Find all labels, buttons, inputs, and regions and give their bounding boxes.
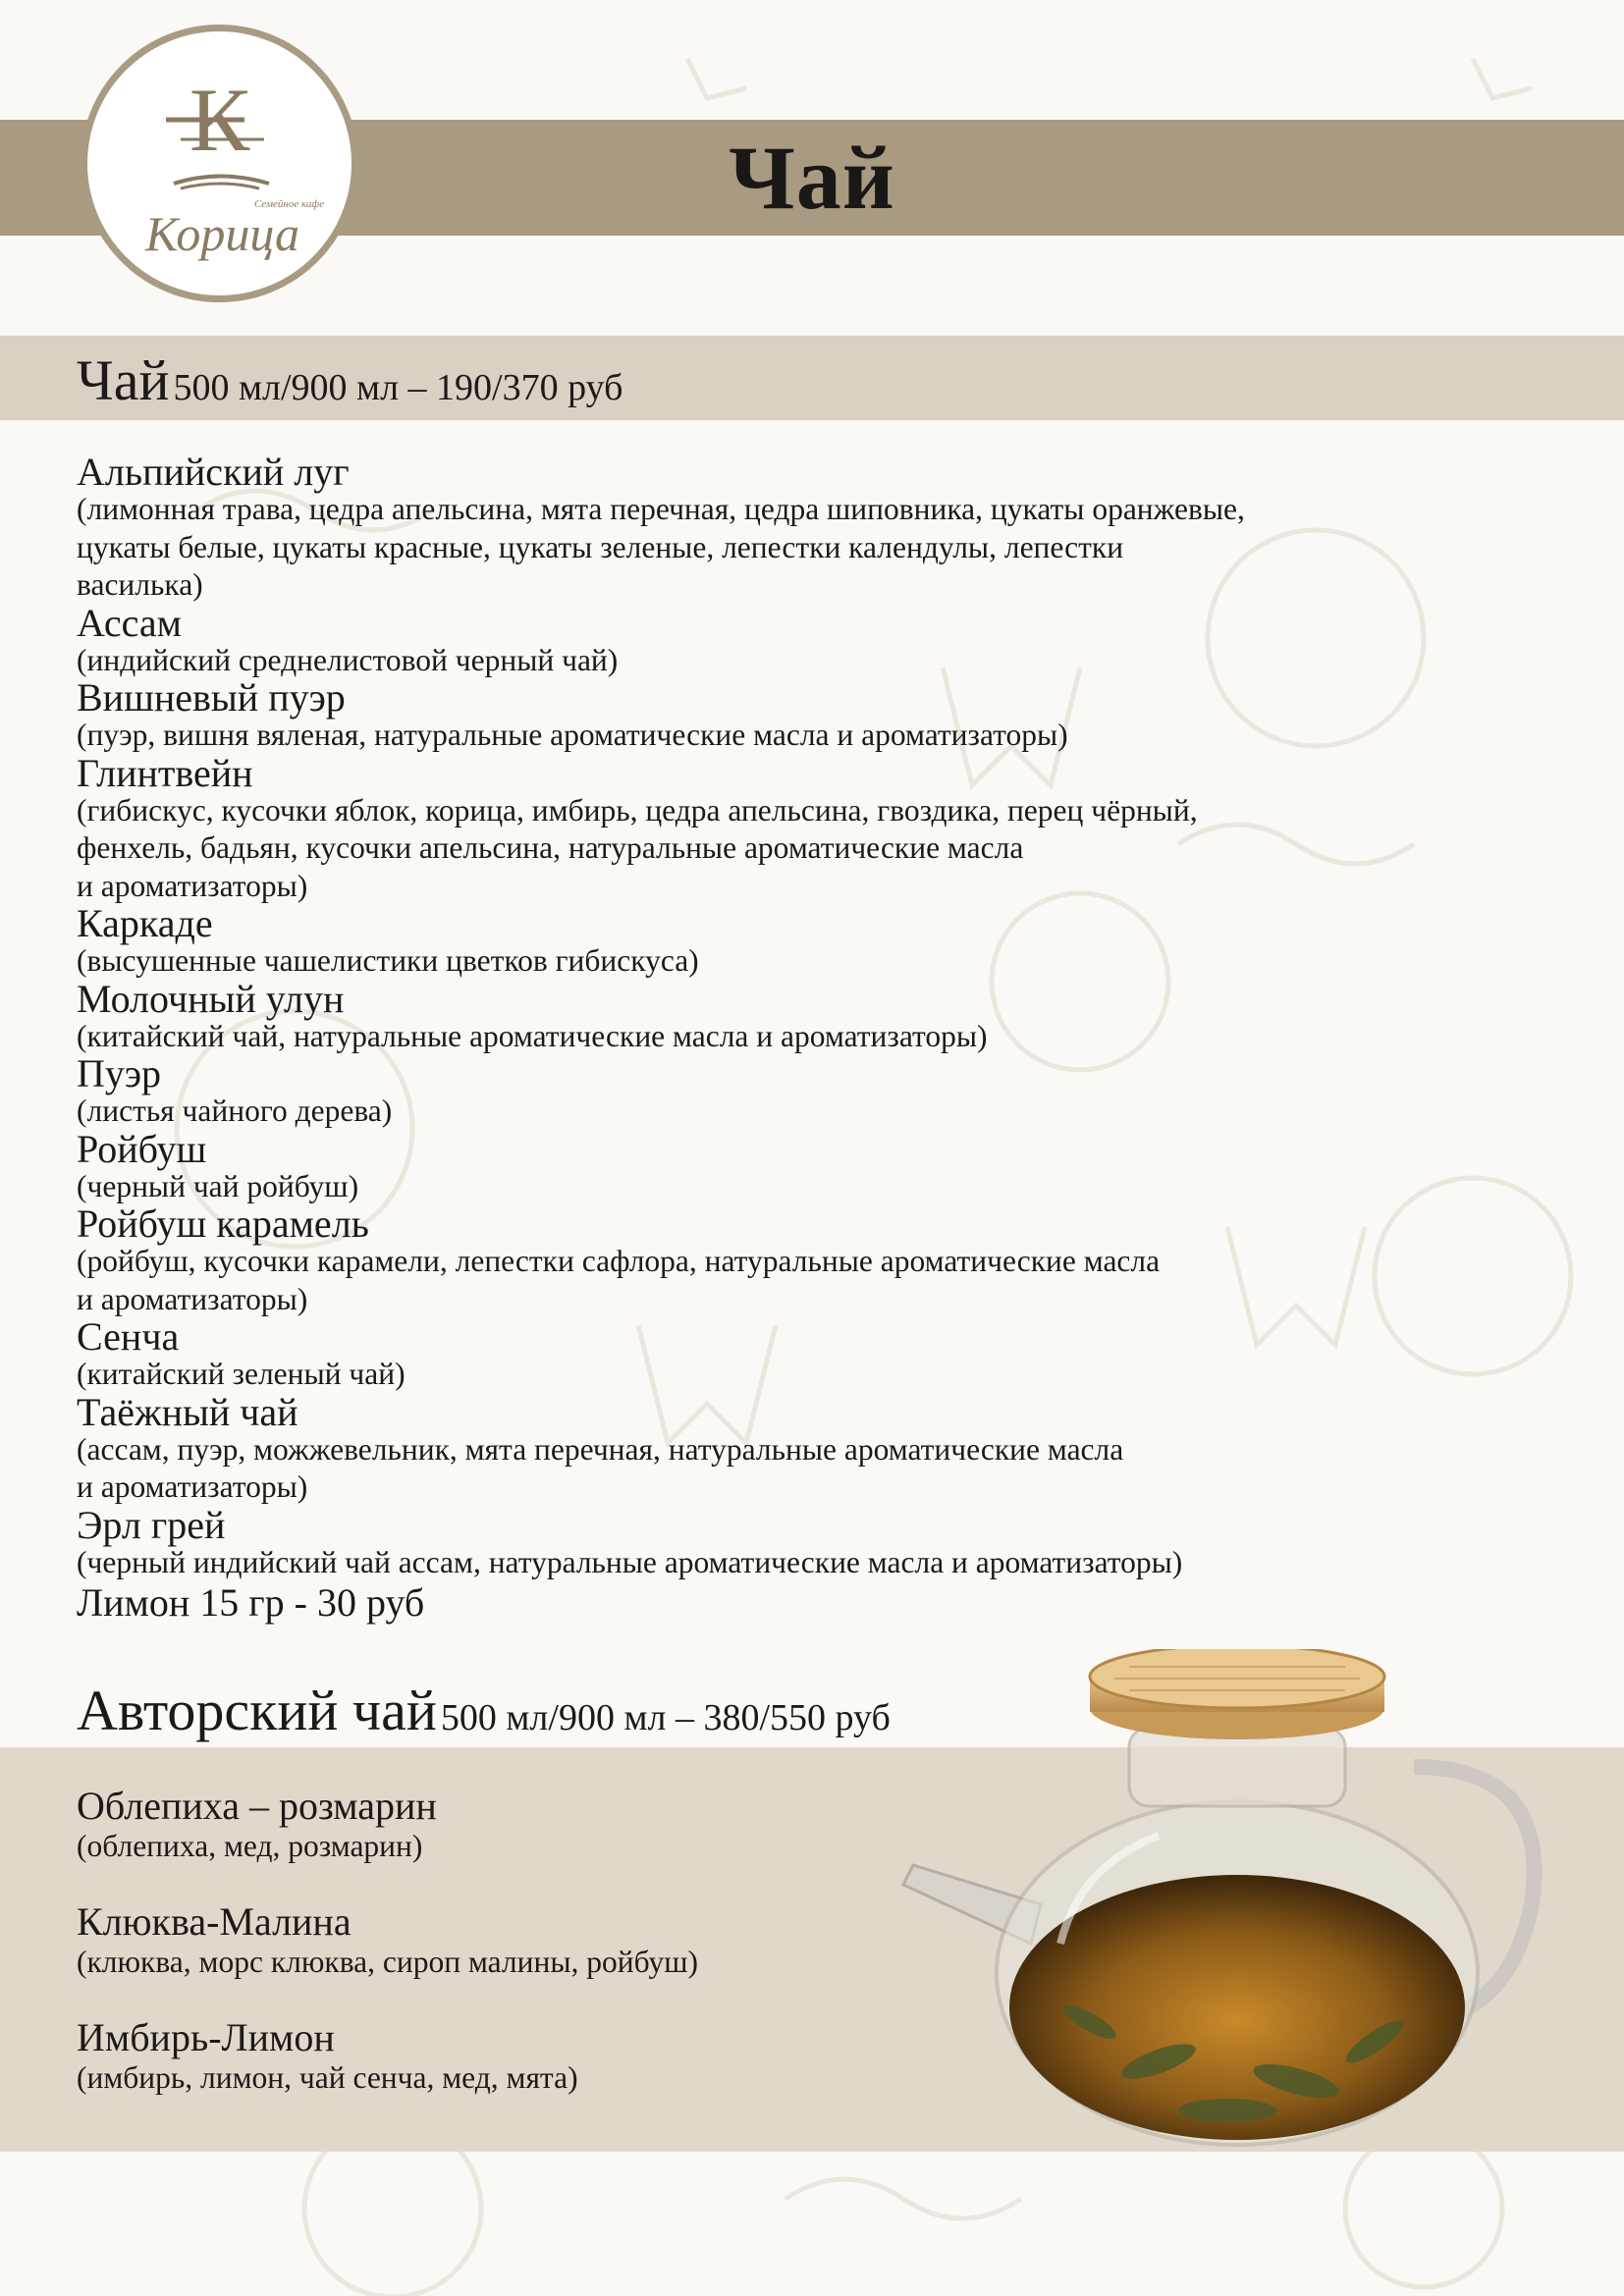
page-title: Чай bbox=[729, 128, 895, 228]
menu-item bbox=[77, 1389, 1549, 1507]
menu-item-desc: (лимонная трава, цедра апельсина, мята перечная, цедра шиповника, цукаты оранжевые, bbox=[77, 492, 1245, 526]
menu-item bbox=[77, 1785, 882, 1865]
menu-item bbox=[77, 1314, 1549, 1394]
menu-item-name: Клюква-Малина bbox=[77, 1899, 352, 1944]
menu-item bbox=[77, 1126, 1549, 1206]
menu-item-desc: (пуэр, вишня вяленая, натуральные ароматические масла и ароматизаторы) bbox=[77, 718, 1068, 752]
menu-item-name: Сенча bbox=[77, 1314, 180, 1359]
menu-item bbox=[77, 450, 1549, 605]
menu-item-desc: (клюква, морс клюква, сироп малины, ройбуш) bbox=[77, 1945, 698, 1979]
menu-item bbox=[77, 600, 1549, 680]
menu-item bbox=[77, 1051, 1549, 1131]
menu-item-desc: цукаты белые, цукаты красные, цукаты зеленые, лепестки календулы, лепестки bbox=[77, 529, 1124, 564]
menu-item bbox=[77, 1201, 1549, 1318]
tea-menu-list bbox=[77, 450, 1549, 1625]
author-menu-list bbox=[77, 1785, 882, 2132]
menu-item-name: Глинтвейн bbox=[77, 750, 253, 795]
menu-item bbox=[77, 1502, 1549, 1582]
logo-letter: К bbox=[189, 70, 250, 170]
menu-item bbox=[77, 901, 1549, 981]
menu-item-desc: (черный чай ройбуш) bbox=[77, 1168, 359, 1203]
menu-item-desc: и ароматизаторы) bbox=[77, 1469, 308, 1504]
menu-item-name: Имбирь-Лимон bbox=[77, 2015, 335, 2059]
menu-item-desc: (облепиха, мед, розмарин) bbox=[77, 1829, 423, 1863]
menu-item bbox=[77, 750, 1549, 906]
menu-item-desc: и ароматизаторы) bbox=[77, 1281, 308, 1316]
author-section-price: 500 мл/900 мл – 380/550 руб bbox=[440, 1697, 891, 1738]
tea-section-heading bbox=[77, 342, 623, 435]
menu-item-desc: (ассам, пуэр, можжевельник, мята перечная, натуральные ароматические масла bbox=[77, 1431, 1124, 1467]
menu-item-desc: и ароматизаторы) bbox=[77, 868, 308, 903]
menu-item-name: Молочный улун bbox=[77, 976, 345, 1021]
menu-item-desc: (высушенные чашелистики цветков гибискуса) bbox=[77, 943, 699, 978]
menu-item-name: Ассам bbox=[77, 600, 182, 645]
menu-item-name: Вишневый пуэр bbox=[77, 675, 346, 720]
menu-item-desc: (имбирь, лимон, чай сенча, мед, мята) bbox=[77, 2060, 578, 2095]
menu-item-desc: (китайский чай, натуральные ароматические масла и ароматизаторы) bbox=[77, 1018, 988, 1053]
menu-item-name: Таёжный чай bbox=[77, 1389, 298, 1434]
menu-item-desc: (листья чайного дерева) bbox=[77, 1094, 393, 1128]
menu-item-desc: (ройбуш, кусочки карамели, лепестки сафлора, натуральные ароматические масла bbox=[77, 1244, 1161, 1278]
author-section-name: Авторский чай bbox=[77, 1679, 437, 1742]
menu-item bbox=[77, 2016, 882, 2097]
menu-item-desc: (гибискус, кусочки яблок, корица, имбирь, цедра апельсина, гвоздика, перец чёрный, bbox=[77, 792, 1198, 828]
menu-item-name: Пуэр bbox=[77, 1051, 162, 1095]
cafe-logo bbox=[81, 25, 358, 302]
menu-item-desc: (черный индийский чай ассам, натуральные ароматические масла и ароматизаторы) bbox=[77, 1544, 1183, 1579]
menu-item bbox=[77, 976, 1549, 1056]
menu-item-name: Эрл грей bbox=[77, 1502, 226, 1547]
menu-item-name: Ройбуш bbox=[77, 1126, 207, 1171]
menu-item-name: Облепиха – розмарин bbox=[77, 1784, 437, 1828]
menu-item-name: Каркаде bbox=[77, 901, 213, 945]
menu-item bbox=[77, 675, 1549, 755]
logo-name: Корица bbox=[145, 206, 299, 261]
author-section-heading bbox=[77, 1672, 891, 1765]
menu-item-desc: (индийский среднелистовой черный чай) bbox=[77, 642, 619, 677]
menu-item-desc: василька) bbox=[77, 567, 203, 602]
menu-item-name: Альпийский луг bbox=[77, 450, 350, 494]
tea-section-price: 500 мл/900 мл – 190/370 руб bbox=[173, 367, 623, 408]
menu-item-desc: (китайский зеленый чай) bbox=[77, 1357, 406, 1391]
menu-item-name: Ройбуш карамель bbox=[77, 1201, 369, 1246]
teapot-image bbox=[884, 1649, 1571, 2160]
lemon-addon: Лимон 15 гр - 30 руб bbox=[77, 1580, 425, 1625]
tea-section-name: Чай bbox=[77, 348, 170, 412]
menu-item-desc: фенхель, бадьян, кусочки апельсина, натуральные ароматические масла bbox=[77, 830, 1024, 865]
menu-item bbox=[77, 1900, 882, 1981]
logo-subtitle: Семейное кафе bbox=[254, 198, 325, 210]
